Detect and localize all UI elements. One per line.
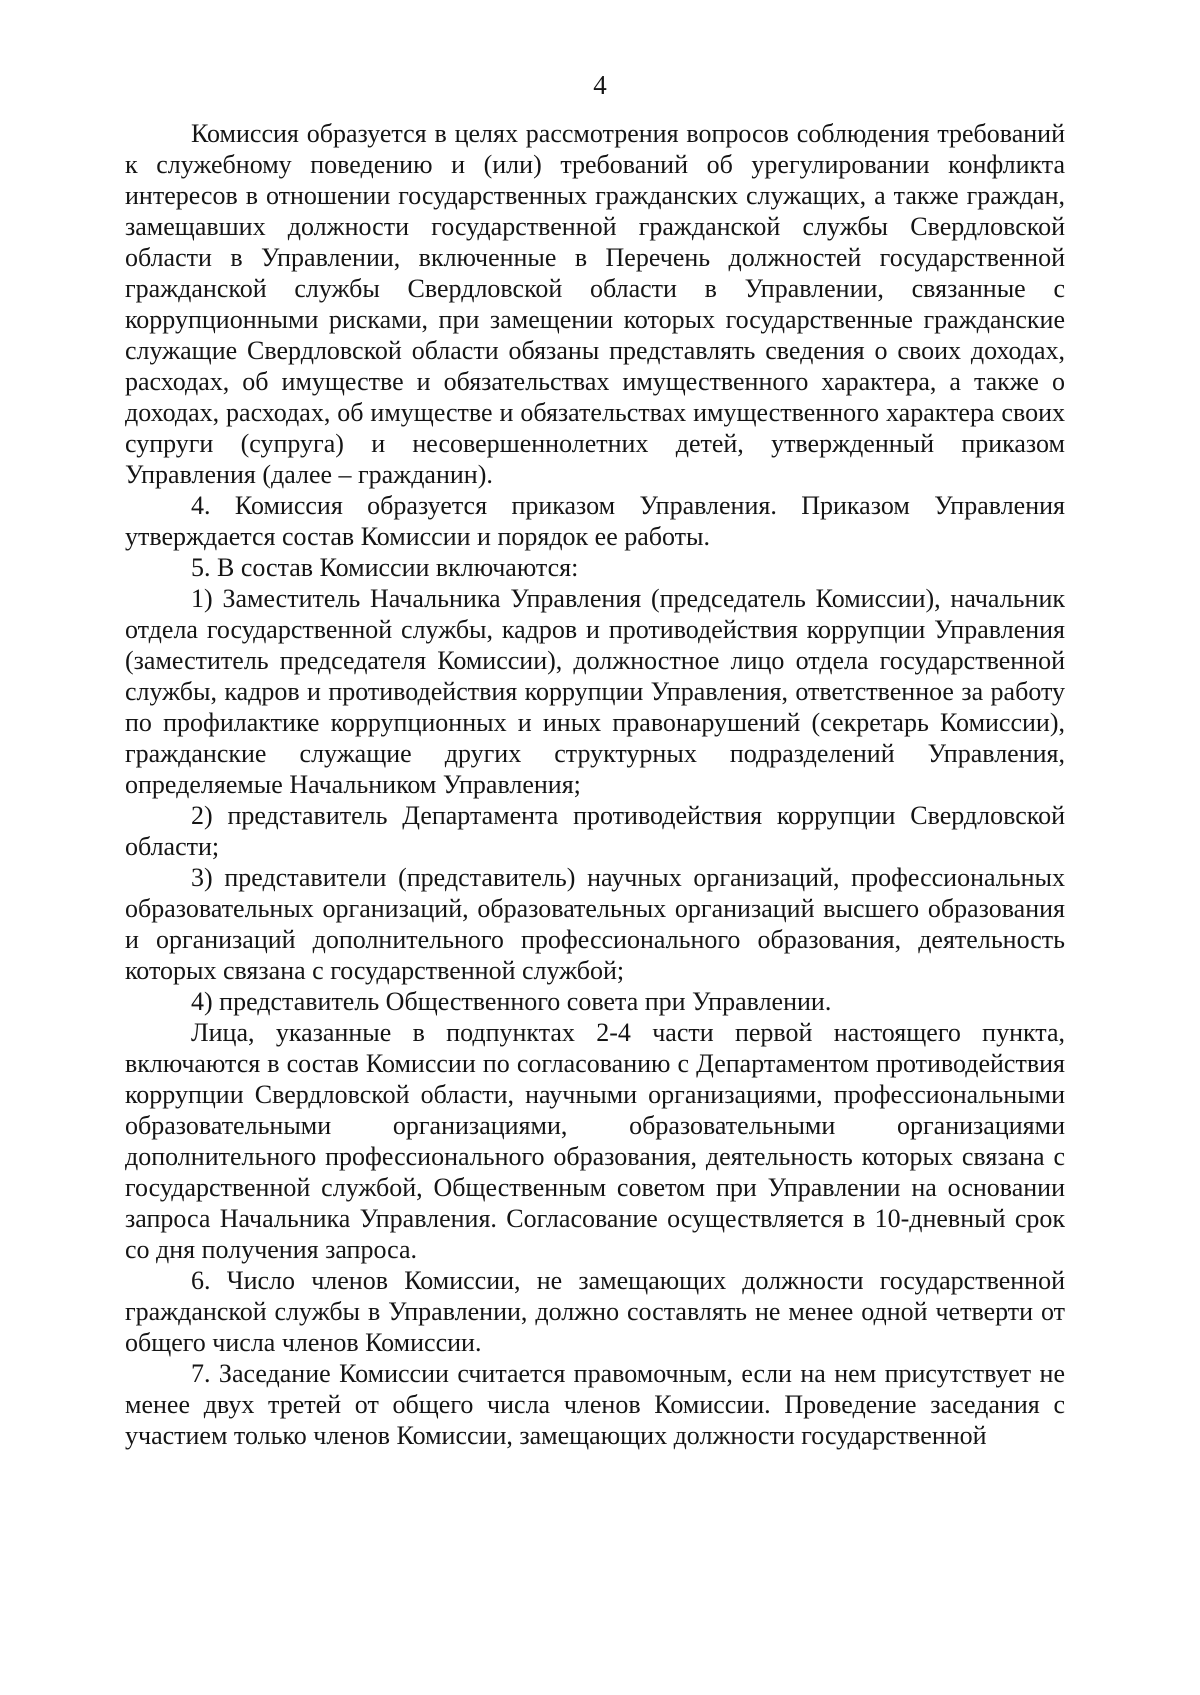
- subparagraph-4: 4) представитель Общественного совета при Управлении.: [191, 987, 832, 1016]
- page-number: 4: [593, 70, 607, 100]
- subparagraph-3: 3) представители (представитель) научных организаций, профессиональных образовательных организаций, образовательных организаций высшего образования и организаций дополнительного профессионального образования, деятельность которых связана с государственной службой;: [125, 863, 1065, 985]
- paragraph-7-quorum: 7. Заседание Комиссии считается правомочным, если на нем присутствует не менее двух третей от общего числа членов Комиссии. Проведение заседания с участием только членов Комиссии, замещающих должности государственной: [125, 1359, 1065, 1450]
- document-body: [125, 118, 1065, 1451]
- paragraph-commission-purpose: Комиссия образуется в целях рассмотрения вопросов соблюдения требований к служебному поведению и (или) требований об урегулировании конфликта интересов в отношении государственных гражданских служащих, а также граждан, замещавших должности государственной гражданской службы Свердловской области в Управлении, включенные в Перечень должностей государственной гражданской службы Свердловской области в Управлении, связанные с коррупционными рисками, при замещении которых государственные гражданские служащие Свердловской области обязаны представлять сведения о своих доходах, расходах, об имуществе и обязательствах имущественного характера, а также о доходах, расходах, об имуществе и обязательствах имущественного характера своих супруги (супруга) и несовершеннолетних детей, утвержденный приказом Управления (далее – гражданин).: [125, 119, 1065, 489]
- paragraph-4-formation: 4. Комиссия образуется приказом Управления. Приказом Управления утверждается состав Комиссии и порядок ее работы.: [125, 491, 1065, 551]
- subparagraph-1: 1) Заместитель Начальника Управления (председатель Комиссии), начальник отдела государственной службы, кадров и противодействия коррупции Управления (заместитель председателя Комиссии), должностное лицо отдела государственной службы, кадров и противодействия коррупции Управления, ответственное за работу по профилактике коррупционных и иных правонарушений (секретарь Комиссии), гражданские служащие других структурных подразделений Управления, определяемые Начальником Управления;: [125, 584, 1065, 799]
- paragraph-6-members: 6. Число членов Комиссии, не замещающих должности государственной гражданской службы в Управлении, должно составлять не менее одной четверти от общего числа членов Комиссии.: [125, 1266, 1065, 1357]
- paragraph-persons-inclusion: Лица, указанные в подпунктах 2-4 части первой настоящего пункта, включаются в состав Комиссии по согласованию с Департаментом противодействия коррупции Свердловской области, научными организациями, профессиональными образовательными организациями, образовательными организациями дополнительного профессионального образования, деятельность которых связана с государственной службой, Общественным советом при Управлении на основании запроса Начальника Управления. Согласование осуществляется в 10-дневный срок со дня получения запроса.: [125, 1018, 1065, 1264]
- subparagraph-2: 2) представитель Департамента противодействия коррупции Свердловской области;: [125, 801, 1065, 861]
- paragraph-5-composition: 5. В состав Комиссии включаются:: [191, 553, 579, 582]
